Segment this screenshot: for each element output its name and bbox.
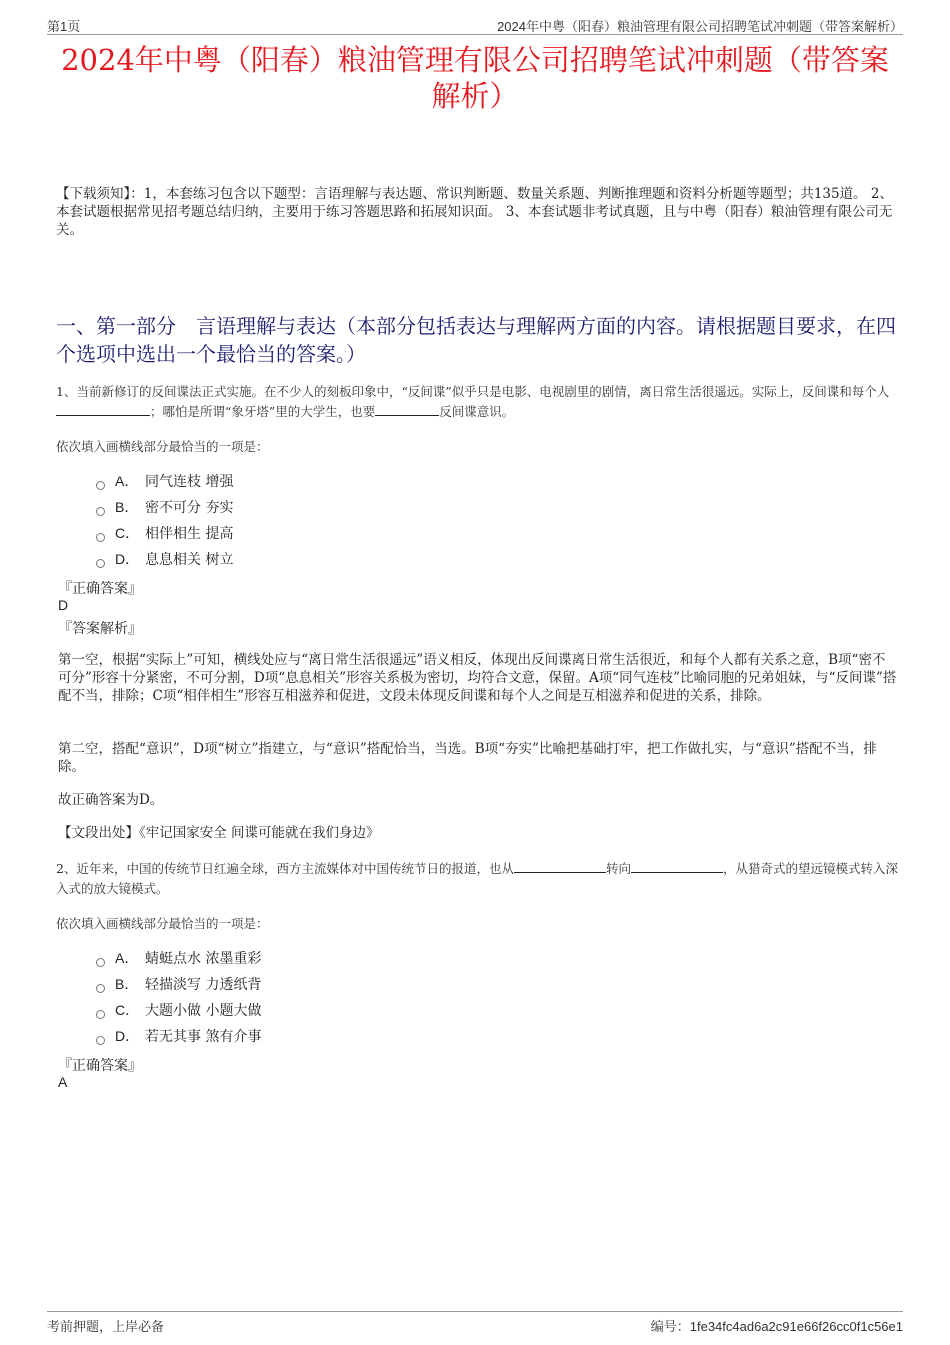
question-1-stem: [56, 382, 898, 422]
radio-icon[interactable]: [96, 984, 105, 993]
q2-stem-part-c: ，从猎奇式的望远镜模式转入深入式的放大镜模式。: [56, 861, 898, 896]
q1-option-d[interactable]: [96, 549, 233, 569]
q1-stem-part-c: 反间谍意识。: [439, 404, 515, 419]
option-letter: B．: [115, 499, 139, 515]
q1-blank-2: [375, 402, 439, 416]
q1-stem-part-b: ；哪怕是所谓“象牙塔”里的大学生，也要: [150, 404, 376, 419]
option-letter: B．: [115, 976, 139, 992]
option-text: 同气连枝 增强: [145, 474, 234, 490]
q2-option-a[interactable]: [96, 948, 261, 968]
option-letter: C．: [115, 1002, 140, 1018]
radio-icon[interactable]: [96, 958, 105, 967]
radio-icon[interactable]: [96, 507, 105, 516]
option-letter: A．: [115, 950, 139, 966]
q1-option-c[interactable]: [96, 523, 233, 543]
option-text: 若无其事 煞有介事: [145, 1029, 262, 1045]
radio-icon[interactable]: [96, 559, 105, 568]
option-text: 相伴相生 提高: [145, 526, 234, 542]
q1-stem-part-a: 1、当前新修订的反间谍法正式实施。在不少人的刻板印象中，“反间谍”似乎只是电影、电视剧里的剧情，离日常生活很遥远。实际上，反间谍和每个人: [56, 384, 890, 399]
option-letter: D．: [115, 1028, 140, 1044]
radio-icon[interactable]: [96, 1036, 105, 1045]
section-heading: 一、第一部分 言语理解与表达（本部分包括表达与理解两方面的内容。请根据题目要求，在四个选项中选出一个最恰当的答案。）: [56, 314, 896, 366]
option-text: 息息相关 树立: [145, 552, 234, 568]
page-footer: [47, 1311, 903, 1334]
q1-analysis-para-2: 第二空，搭配“意识”，D项“树立”指建立，与“意识”搭配恰当，当选。B项“夯实”比喻把基础打牢，把工作做扎实，与“意识”搭配不当，排除。: [58, 741, 877, 775]
q2-blank-1: [514, 859, 606, 873]
radio-icon[interactable]: [96, 533, 105, 542]
q1-option-b[interactable]: [96, 497, 233, 517]
q1-answer-label: 『正确答案』: [58, 581, 142, 597]
q1-analysis-label: 『答案解析』: [58, 621, 142, 637]
q2-option-b[interactable]: [96, 974, 261, 994]
q2-option-c[interactable]: [96, 1000, 261, 1020]
download-notice: 【下载须知】：1，本套练习包含以下题型：言语理解与表达题、常识判断题、数量关系题、判断推理题和资料分析题等题型；共135道。 2、本套试题根据常见招考题总结归纳，主要用于练习答题思路和拓展知识面。 3、本套试题非考试真题，且与中粤（阳春）粮油管理有限公司无关。: [56, 186, 893, 238]
q1-option-a[interactable]: [96, 471, 233, 491]
option-text: 蜻蜓点水 浓墨重彩: [145, 951, 262, 967]
q1-source: 【文段出处】《牢记国家安全 间谍可能就在我们身边》: [58, 825, 380, 841]
page-number: 第1页: [47, 19, 81, 34]
q2-stem-part-b: 转向: [605, 861, 631, 876]
q2-stem-part-a: 2、近年来，中国的传统节日红遍全球，西方主流媒体对中国传统节日的报道，也从: [56, 861, 514, 876]
q1-analysis-para-1: 第一空，根据“实际上”可知，横线处应与“离日常生活很遥远”语义相反，体现出反间谍离日常生活很近，和每个人都有关系之意，B项“密不可分”形容十分紧密，不可分割，D项“息息相关”形容关系极为密切，均符合文意，保留。A项“同气连枝”比喻同胞的兄弟姐妹，与“反间谍”搭配不当，排除；C项“相伴相生”形容互相滋养和促进，文段未体现反间谍和每个人之间是互相滋养和促进的关系，排除。: [58, 652, 897, 704]
q2-option-d[interactable]: [96, 1026, 261, 1046]
header-doc-title: 2024年中粤（阳春）粮油管理有限公司招聘笔试冲刺题（带答案解析）: [497, 19, 903, 34]
option-letter: D．: [115, 551, 140, 567]
q2-blank-2: [631, 859, 723, 873]
q2-answer: A: [58, 1074, 68, 1090]
document-title: 2024年中粤（阳春）粮油管理有限公司招聘笔试冲刺题（带答案解析）: [61, 43, 889, 113]
q1-prompt: 依次填入画横线部分最恰当的一项是：: [56, 439, 269, 454]
footer-doc-id: 编号：1fe34fc4ad6a2c91e66f26cc0f1c56e1: [650, 1319, 903, 1334]
option-text: 密不可分 夯实: [145, 500, 234, 516]
radio-icon[interactable]: [96, 481, 105, 490]
option-text: 轻描淡写 力透纸背: [145, 977, 262, 993]
question-2-stem: [56, 859, 898, 899]
footer-slogan: 考前押题，上岸必备: [47, 1320, 165, 1335]
q2-answer-label: 『正确答案』: [58, 1058, 142, 1074]
option-letter: C．: [115, 525, 140, 541]
q1-analysis-para-3: 故正确答案为D。: [58, 792, 164, 808]
page-header: [47, 14, 903, 35]
option-letter: A．: [115, 473, 139, 489]
q1-blank-1: [56, 402, 150, 416]
radio-icon[interactable]: [96, 1010, 105, 1019]
q2-prompt: 依次填入画横线部分最恰当的一项是：: [56, 916, 269, 931]
q1-answer: D: [58, 597, 69, 613]
option-text: 大题小做 小题大做: [145, 1003, 262, 1019]
